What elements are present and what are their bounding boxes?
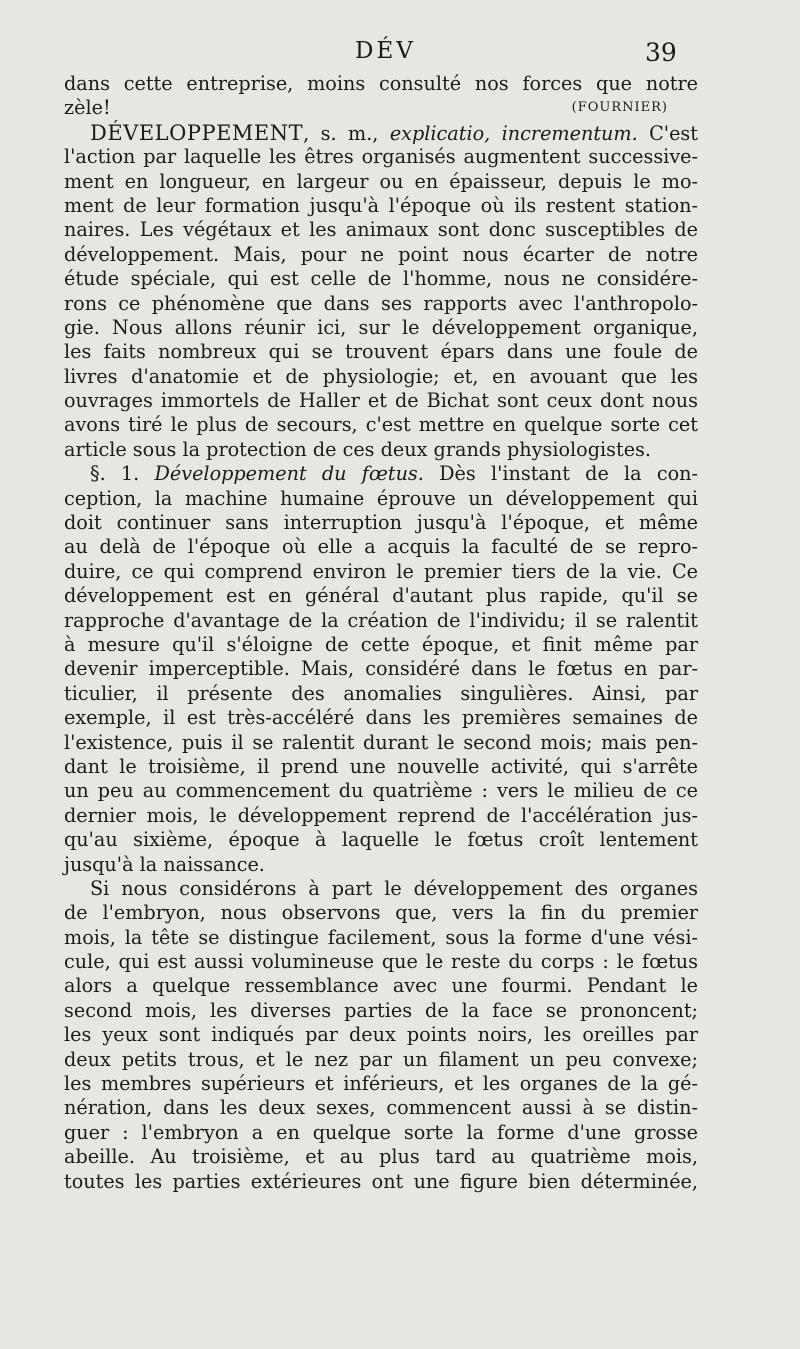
section-text-start: Dès l'instant de la con- [423, 462, 698, 486]
section-title: Développement du fœtus. [154, 462, 424, 486]
text-line: au delà de l'époque où elle a acquis la faculté de se repro- [64, 535, 698, 559]
entry-headword: DÉVELOPPEMENT [90, 120, 304, 145]
section-first-line [64, 462, 698, 486]
text-line: l'existence, puis il se ralentit durant le second mois; mais pen- [64, 730, 698, 754]
text-line: rons ce phénomène que dans ses rapports avec l'anthropolo- [64, 291, 698, 315]
text-line: dernier mois, le développement reprend de l'accélération jus- [64, 803, 698, 827]
text-line: qu'au sixième, époque à laquelle le fœtus croît lentement [64, 828, 698, 852]
text-body [64, 72, 698, 1194]
text-line: l'action par laquelle les êtres organisés augmentent successive- [64, 145, 698, 169]
text-line: ment en longueur, en largeur ou en épaisseur, depuis le mo- [64, 169, 698, 193]
text-line: jusqu'à la naissance. [64, 852, 265, 876]
page-number: 39 [645, 38, 677, 67]
text-line: deux petits trous, et le nez par un filament un peu convexe; [64, 1047, 698, 1071]
section-marker: §. 1. [90, 462, 140, 486]
text-line: mois, la tête se distingue facilement, sous la forme d'une vési- [64, 925, 698, 949]
text-line: alors a quelque ressemblance avec une fourmi. Pendant le [64, 974, 698, 998]
text-line: ception, la machine humaine éprouve un développement qui [64, 486, 698, 510]
text-line: de l'embryon, nous observons que, vers la fin du premier [64, 901, 698, 925]
text-line: exemple, il est très-accéléré dans les premières semaines de [64, 706, 698, 730]
text-line: dant le troisième, il prend une nouvelle activité, qui s'arrête [64, 754, 698, 778]
text-line: toutes les parties extérieures ont une figure bien déterminée, [64, 1169, 698, 1193]
entry-text-start: C'est [637, 121, 698, 145]
text-line: duire, ce qui comprend environ le premier tiers de la vie. Ce [64, 559, 698, 583]
text-line: développement. Mais, pour ne point nous écarter de notre [64, 242, 698, 266]
text-line: les yeux sont indiqués par deux points noirs, les oreilles par [64, 1023, 698, 1047]
text-line: avons tiré le plus de secours, c'est mettre en quelque sorte cet [64, 413, 698, 437]
author-credit: (FOURNIER) [571, 100, 668, 116]
text-line: article sous la protection de ces deux grands physiologistes. [64, 437, 652, 461]
text-line: un peu au commencement du quatrième : vers le milieu de ce [64, 779, 698, 803]
text-line: doit continuer sans interruption jusqu'à l'époque, et même [64, 511, 698, 535]
text-line [64, 96, 698, 120]
text-line: gie. Nous allons réunir ici, sur le développement organique, [64, 315, 698, 339]
text-line: nération, dans les deux sexes, commencent aussi à se distin- [64, 1096, 698, 1120]
text-line: rapproche d'avantage de la création de l'individu; il se ralentit [64, 608, 698, 632]
text-line: les membres supérieurs et inférieurs, et les organes de la gé- [64, 1072, 698, 1096]
entry-first-line [64, 121, 698, 145]
paragraph-first-line: Si nous considérons à part le développement des organes [90, 876, 698, 900]
text-line: étude spéciale, qui est celle de l'homme, nous ne considére- [64, 267, 698, 291]
text-line: naires. Les végétaux et les animaux sont donc susceptibles de [64, 218, 698, 242]
running-title: DÉV [355, 38, 416, 64]
text-line: développement est en général d'autant plus rapide, qu'il se [64, 584, 698, 608]
text-line: cule, qui est aussi volumineuse que le reste du corps : le fœtus [64, 950, 698, 974]
text-line-end: zèle! [64, 96, 111, 120]
text-line: à mesure qu'il s'éloigne de cette époque, et finit même par [64, 632, 698, 656]
text-line: ment de leur formation jusqu'à l'époque où ils restent station- [64, 193, 698, 217]
text-line: dans cette entreprise, moins consulté nos forces que notre [64, 72, 698, 95]
text-line: guer : l'embryon a en quelque sorte la forme d'une grosse [64, 1120, 698, 1144]
text-line: ticulier, il présente des anomalies singulières. Ainsi, par [64, 681, 698, 705]
text-line: devenir imperceptible. Mais, considéré dans le fœtus en par- [64, 657, 698, 681]
text-line: livres d'anatomie et de physiologie; et, en avouant que les [64, 364, 698, 388]
text-line: les faits nombreux qui se trouvent épars dans une foule de [64, 340, 698, 364]
text-line: abeille. Au troisième, et au plus tard au quatrième mois, [64, 1145, 698, 1169]
text-line: ouvrages immortels de Haller et de Bichat sont ceux dont nous [64, 389, 698, 413]
running-head [0, 38, 800, 68]
entry-latin: explicatio, incrementum. [389, 121, 638, 145]
text-line: second mois, les diverses parties de la face se prononcent; [64, 998, 698, 1022]
entry-grammar: , s. m., [303, 121, 390, 145]
